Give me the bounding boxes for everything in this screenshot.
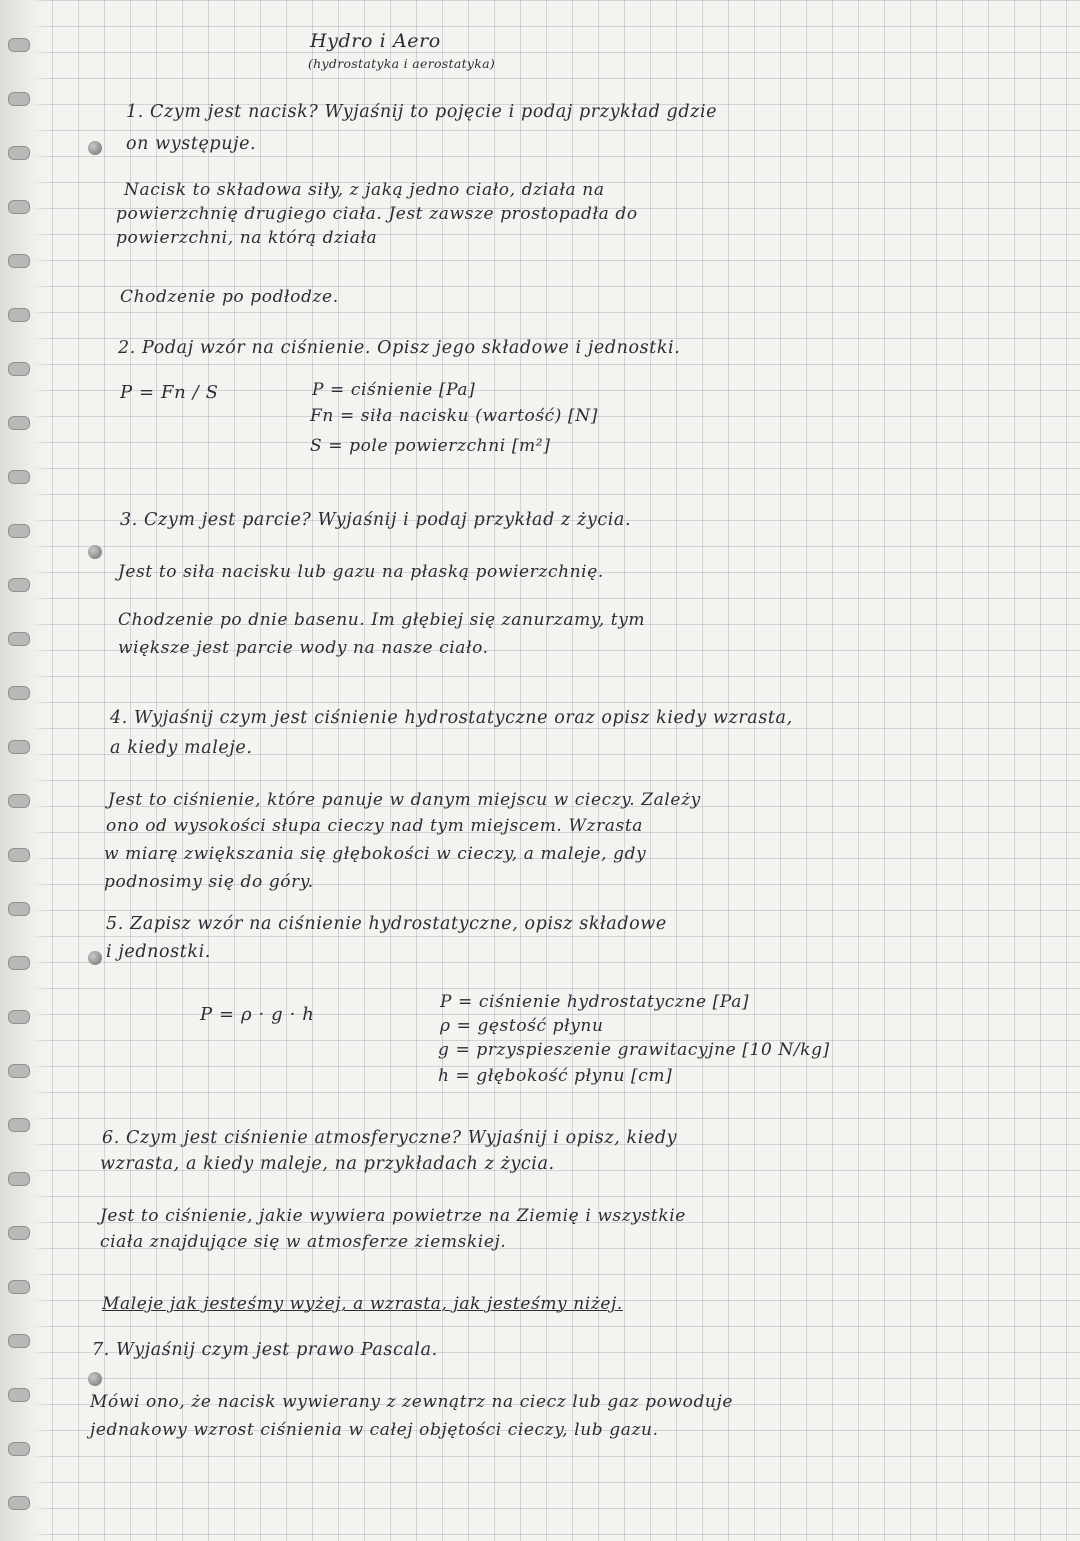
q7-answer: Mówi ono, że nacisk wywierany z zewnątrz na ciecz lub gaz powoduje bbox=[90, 1392, 734, 1412]
q6-answer: ciała znajdujące się w atmosferze ziemskiej. bbox=[100, 1232, 507, 1252]
q6-answer: Jest to ciśnienie, jakie wywiera powietrze na Ziemię i wszystkie bbox=[100, 1206, 686, 1226]
q6-answer: Maleje jak jesteśmy wyżej, a wzrasta, jak jesteśmy niżej. bbox=[102, 1294, 623, 1314]
q4-answer: w miarę zwiększania się głębokości w cieczy, a maleje, gdy bbox=[104, 844, 647, 864]
q5-definition: ρ = gęstość płynu bbox=[440, 1016, 604, 1036]
q1-answer: powierzchni, na którą działa bbox=[116, 228, 378, 248]
q4-answer: ono od wysokości słupa cieczy nad tym miejscem. Wzrasta bbox=[106, 816, 644, 836]
page-title: Hydro i Aero bbox=[310, 30, 441, 52]
q2-formula: P = Fn / S bbox=[120, 382, 219, 403]
q1-question: 1. Czym jest nacisk? Wyjaśnij to pojęcie i podaj przykład gdzie bbox=[126, 102, 718, 122]
q4-answer: Jest to ciśnienie, które panuje w danym miejscu w cieczy. Zależy bbox=[108, 790, 701, 810]
q5-definition: P = ciśnienie hydrostatyczne [Pa] bbox=[440, 992, 750, 1012]
q3-question: 3. Czym jest parcie? Wyjaśnij i podaj przykład z życia. bbox=[120, 510, 632, 530]
q5-definition: h = głębokość płynu [cm] bbox=[438, 1066, 673, 1086]
q1-answer: powierzchnię drugiego ciała. Jest zawsze prostopadła do bbox=[116, 204, 638, 224]
q5-question: 5. Zapisz wzór na ciśnienie hydrostatyczne, opisz składowe bbox=[106, 914, 667, 934]
q5-question: i jednostki. bbox=[106, 942, 211, 962]
q1-example: Chodzenie po podłodze. bbox=[120, 287, 339, 307]
q6-question: 6. Czym jest ciśnienie atmosferyczne? Wyjaśnij i opisz, kiedy bbox=[102, 1128, 678, 1148]
q6-question: wzrasta, a kiedy maleje, na przykładach z życia. bbox=[100, 1154, 555, 1174]
q1-question: on występuje. bbox=[126, 134, 257, 154]
q7-question: 7. Wyjaśnij czym jest prawo Pascala. bbox=[92, 1340, 438, 1360]
q2-question: 2. Podaj wzór na ciśnienie. Opisz jego składowe i jednostki. bbox=[118, 338, 681, 358]
punch-dot bbox=[88, 141, 102, 155]
q4-question: a kiedy maleje. bbox=[110, 738, 253, 758]
q4-question: 4. Wyjaśnij czym jest ciśnienie hydrostatyczne oraz opisz kiedy wzrasta, bbox=[110, 708, 793, 728]
punch-dot bbox=[88, 951, 102, 965]
q3-example: Chodzenie po dnie basenu. Im głębiej się zanurzamy, tym bbox=[118, 610, 646, 630]
punch-dot bbox=[88, 545, 102, 559]
q1-answer: Nacisk to składowa siły, z jaką jedno ciało, działa na bbox=[124, 180, 605, 200]
q3-example: większe jest parcie wody na nasze ciało. bbox=[118, 638, 489, 658]
q2-definition: S = pole powierzchni [m²] bbox=[310, 436, 551, 456]
q5-formula: P = ρ · g · h bbox=[200, 1004, 315, 1025]
q2-definition: Fn = siła nacisku (wartość) [N] bbox=[310, 406, 598, 426]
q2-definition: P = ciśnienie [Pa] bbox=[312, 380, 476, 400]
q4-answer: podnosimy się do góry. bbox=[104, 872, 314, 892]
page-subtitle: (hydrostatyka i aerostatyka) bbox=[308, 56, 496, 71]
q3-answer: Jest to siła nacisku lub gazu na płaską powierzchnię. bbox=[118, 562, 604, 582]
q7-answer: jednakowy wzrost ciśnienia w całej objętości cieczy, lub gazu. bbox=[90, 1420, 659, 1440]
punch-dot bbox=[88, 1372, 102, 1386]
notebook-binding bbox=[0, 0, 46, 1541]
q5-definition: g = przyspieszenie grawitacyjne [10 N/kg] bbox=[438, 1040, 830, 1060]
